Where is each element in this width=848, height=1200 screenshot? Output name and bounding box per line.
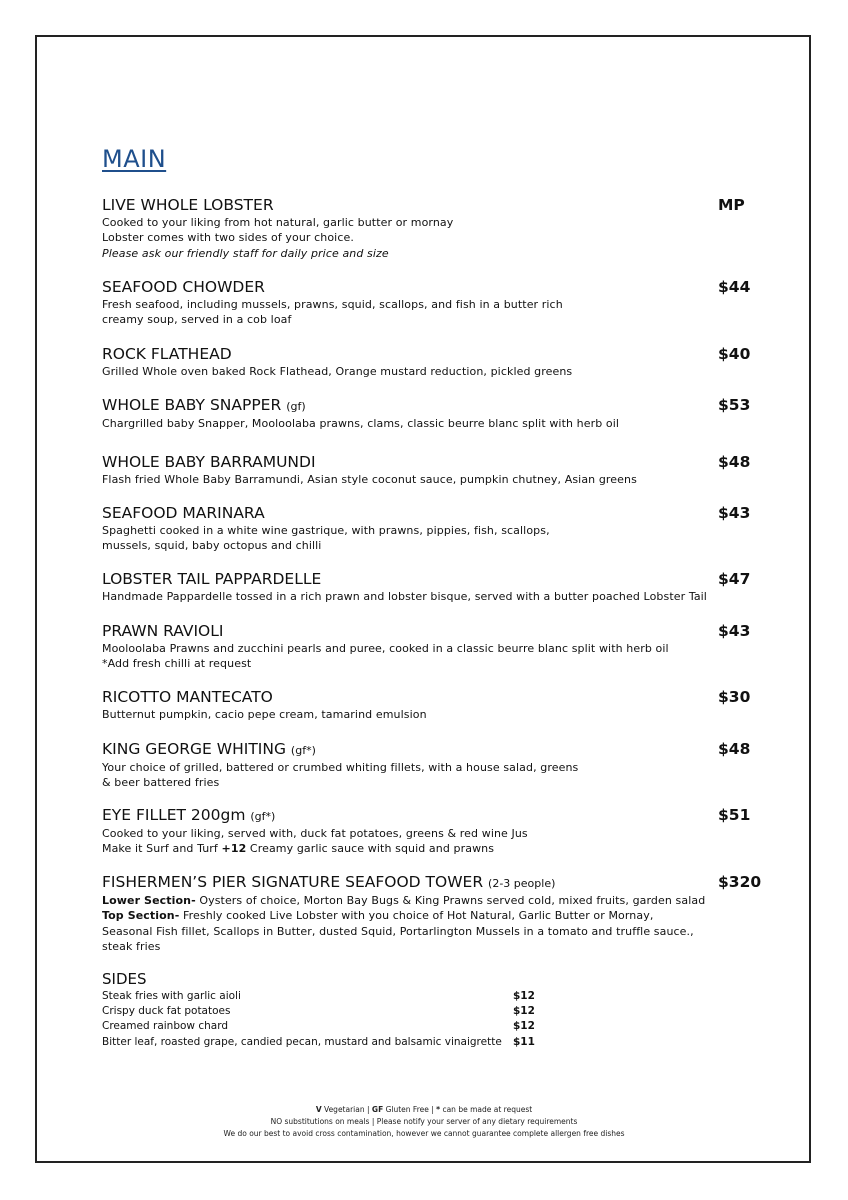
menu-item	[102, 688, 762, 722]
footer-allergen-notice: We do our best to avoid cross contamination, however we cannot guarantee complete allergen free dishes	[223, 1129, 625, 1138]
item-description: *Add fresh chilli at request	[102, 657, 252, 671]
side-price: $12	[513, 1005, 535, 1017]
item-price: $320	[718, 873, 762, 891]
item-description: Flash fried Whole Baby Barramundi, Asian style coconut sauce, pumpkin chutney, Asian greens	[102, 473, 637, 486]
item-serving-note: (2-3 people)	[488, 877, 556, 890]
item-description: Your choice of grilled, battered or crumbed whiting fillets, with a house salad, greens	[102, 761, 579, 774]
item-name: LIVE WHOLE LOBSTER	[102, 196, 274, 214]
item-price: $30	[718, 688, 751, 706]
side-item	[102, 1004, 542, 1019]
item-top-section: Top Section- Freshly cooked Live Lobster with you choice of Hot Natural, Garlic Butter or Mornay,	[102, 909, 654, 923]
item-name: SEAFOOD CHOWDER	[102, 278, 265, 296]
item-description: Cooked to your liking, served with, duck fat potatoes, greens & red wine Jus	[102, 827, 528, 840]
item-lower-section: Lower Section- Oysters of choice, Morton Bay Bugs & King Prawns served cold, mixed fruits, garden salad	[102, 894, 706, 907]
menu-item	[102, 570, 762, 604]
item-name: LOBSTER TAIL PAPPARDELLE	[102, 570, 322, 588]
item-note: Please ask our friendly staff for daily price and size	[102, 246, 389, 260]
item-description: creamy soup, served in a cob loaf	[102, 313, 292, 327]
item-name: EYE FILLET 200gm (gf*)	[102, 806, 276, 824]
item-price: $44	[718, 278, 751, 296]
sides-heading: SIDES	[102, 970, 147, 988]
side-price: $12	[513, 990, 535, 1002]
menu-item	[102, 396, 762, 431]
item-price: MP	[718, 196, 745, 214]
item-name: PRAWN RAVIOLI	[102, 622, 224, 640]
side-item	[102, 989, 542, 1004]
item-price: $40	[718, 345, 751, 363]
side-item	[102, 1019, 542, 1034]
menu-item	[102, 504, 762, 554]
menu-item	[102, 622, 762, 672]
menu-item	[102, 453, 762, 487]
item-description: Lobster comes with two sides of your choice.	[102, 231, 354, 245]
item-description: Mooloolaba Prawns and zucchini pearls and puree, cooked in a classic beurre blanc split with herb oil	[102, 642, 669, 655]
menu-item	[102, 873, 762, 954]
menu-item	[102, 345, 762, 379]
dietary-footer	[102, 1104, 746, 1140]
menu-item	[102, 806, 762, 857]
item-price: $43	[718, 622, 751, 640]
item-price: $47	[718, 570, 751, 588]
item-price: $48	[718, 740, 751, 758]
item-name: KING GEORGE WHITING (gf*)	[102, 740, 316, 758]
menu-item	[102, 278, 762, 328]
item-description: & beer battered fries	[102, 776, 220, 790]
footer-legend: V Vegetarian | GF Gluten Free | * can be made at request	[315, 1105, 533, 1114]
item-description: Fresh seafood, including mussels, prawns, squid, scallops, and fish in a butter rich	[102, 298, 563, 311]
item-description: Butternut pumpkin, cacio pepe cream, tamarind emulsion	[102, 708, 427, 721]
item-dietary-note: (gf)	[286, 400, 306, 413]
menu-item	[102, 196, 762, 261]
page-title: MAIN	[102, 145, 167, 173]
item-name: SEAFOOD MARINARA	[102, 504, 265, 522]
item-name: ROCK FLATHEAD	[102, 345, 232, 363]
menu-item	[102, 740, 762, 791]
side-name: Crispy duck fat potatoes	[102, 1005, 231, 1017]
item-description: Seasonal Fish fillet, Scallops in Butter, dusted Squid, Portarlington Mussels in a tomato and truffle sauce.,	[102, 924, 694, 938]
item-dietary-note: (gf*)	[290, 744, 316, 757]
footer-substitutions: NO substitutions on meals | Please notify your server of any dietary requirements	[270, 1117, 578, 1126]
item-description: Grilled Whole oven baked Rock Flathead, Orange mustard reduction, pickled greens	[102, 365, 573, 378]
item-price: $48	[718, 453, 751, 471]
side-name: Steak fries with garlic aioli	[102, 990, 241, 1002]
item-price: $43	[718, 504, 751, 522]
item-description: Handmade Pappardelle tossed in a rich prawn and lobster bisque, served with a butter poached Lobster Tail	[102, 590, 707, 603]
side-item	[102, 1035, 542, 1050]
side-name: Bitter leaf, roasted grape, candied pecan, mustard and balsamic vinaigrette	[102, 1036, 502, 1048]
item-price: $53	[718, 396, 751, 414]
item-surf-and-turf: Make it Surf and Turf +12 Creamy garlic sauce with squid and prawns	[102, 842, 495, 856]
side-price: $11	[513, 1036, 535, 1048]
item-description: steak fries	[102, 939, 161, 953]
item-description: mussels, squid, baby octopus and chilli	[102, 539, 322, 553]
item-description: Chargrilled baby Snapper, Mooloolaba prawns, clams, classic beurre blanc split with herb oil	[102, 417, 620, 430]
item-description: Cooked to your liking from hot natural, garlic butter or mornay	[102, 216, 454, 229]
item-name: FISHERMEN’S PIER SIGNATURE SEAFOOD TOWER (2-3 people)	[102, 873, 556, 891]
item-description: Spaghetti cooked in a white wine gastrique, with prawns, pippies, fish, scallops,	[102, 524, 550, 537]
side-price: $12	[513, 1020, 535, 1032]
item-name: WHOLE BABY SNAPPER (gf)	[102, 396, 306, 414]
side-name: Creamed rainbow chard	[102, 1020, 228, 1032]
item-price: $51	[718, 806, 751, 824]
item-name: WHOLE BABY BARRAMUNDI	[102, 453, 316, 471]
item-dietary-note: (gf*)	[250, 810, 276, 823]
item-name: RICOTTO MANTECATO	[102, 688, 273, 706]
